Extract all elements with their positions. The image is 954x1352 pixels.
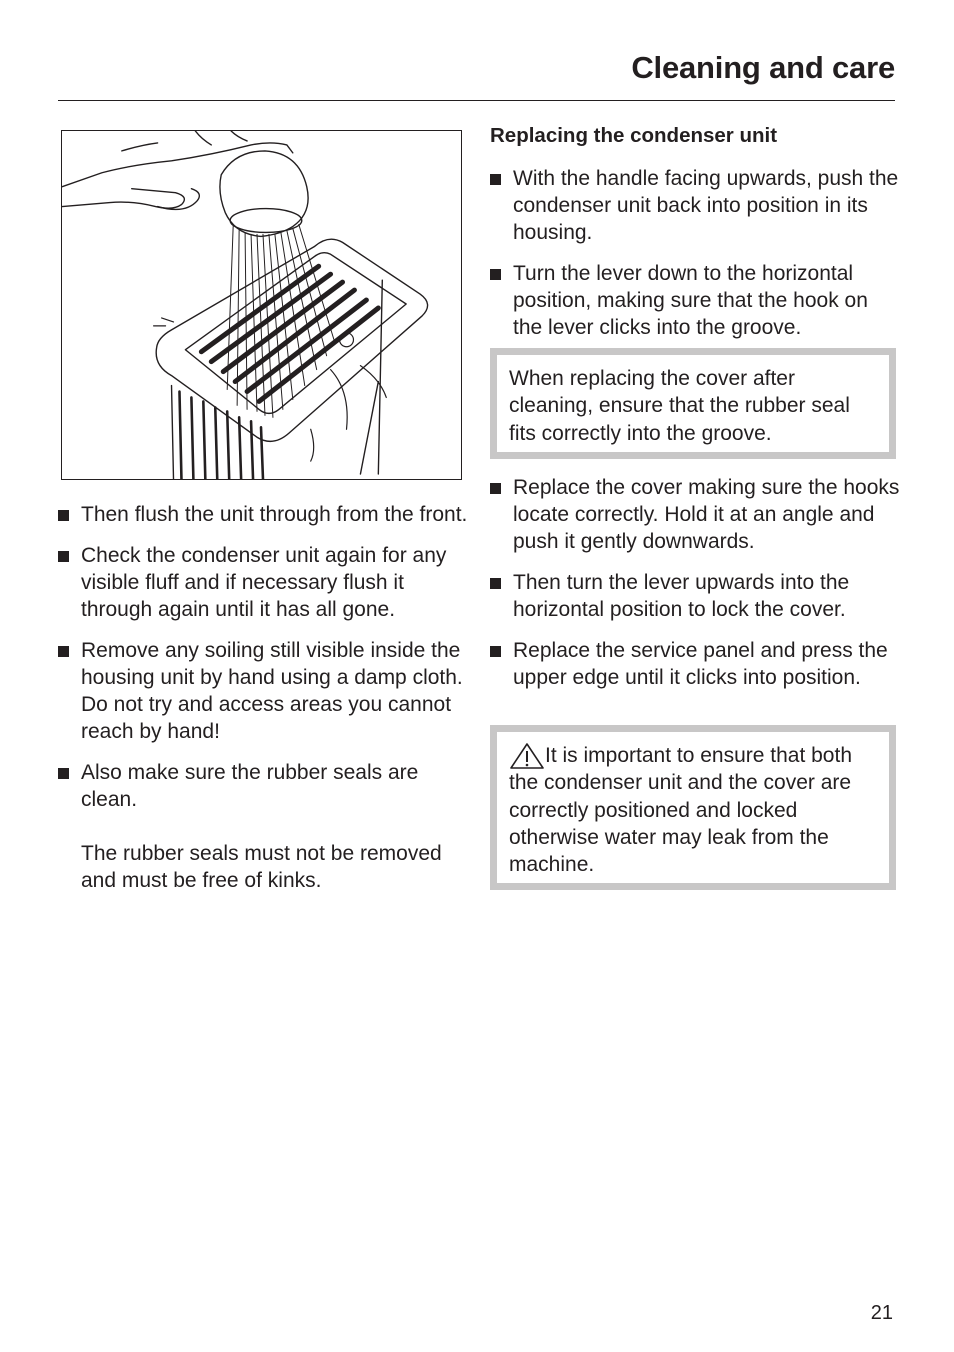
list-item: Replace the service panel and press the upper edge until it clicks into position. xyxy=(490,637,900,691)
list-item: Then turn the lever upwards into the horizontal position to lock the cover. xyxy=(490,569,900,623)
list-item: Then flush the unit through from the front. xyxy=(58,501,468,528)
bullet-square-icon xyxy=(58,768,69,779)
bullet-square-icon xyxy=(490,269,501,280)
bullet-square-icon xyxy=(490,646,501,657)
list-item: Remove any soiling still visible inside the housing unit by hand using a damp cloth. Do not try and access areas you cannot reach by hand! xyxy=(58,637,468,745)
list-item: Replace the cover making sure the hooks locate correctly. Hold it at an angle and push it gently downwards. xyxy=(490,474,900,555)
page-title: Cleaning and care xyxy=(631,50,895,85)
bullet-square-icon xyxy=(490,483,501,494)
bullet-square-icon xyxy=(490,174,501,185)
list-item: With the handle facing upwards, push the condenser unit back into position in its housing. xyxy=(490,165,900,246)
list-item: Check the condenser unit again for any visible fluff and if necessary flush it through again until it has all gone. xyxy=(58,542,468,623)
notice-text: When replacing the cover after cleaning, ensure that the rubber seal fits correctly into the groove. xyxy=(509,367,850,445)
info-notice-box xyxy=(490,348,896,459)
replacing-steps-list-1 xyxy=(490,165,900,355)
bullet-square-icon xyxy=(58,551,69,562)
list-item-note: The rubber seals must not be removed and must be free of kinks. xyxy=(81,842,442,892)
header-divider xyxy=(58,100,895,101)
notice-text: It is important to ensure that both the condenser unit and the cover are correctly positioned and locked otherwise water may leak from the machine. xyxy=(509,744,853,877)
list-item: Turn the lever down to the horizontal position, making sure that the hook on the lever clicks into the groove. xyxy=(490,260,900,341)
bullet-square-icon xyxy=(58,646,69,657)
list-item: Also make sure the rubber seals are clean. The rubber seals must not be removed and must be free of kinks. xyxy=(58,759,468,894)
condenser-flushing-illustration xyxy=(61,130,462,480)
bullet-square-icon xyxy=(490,578,501,589)
page-number: 21 xyxy=(870,1302,893,1324)
replacing-steps-list-2 xyxy=(490,474,900,705)
warning-notice-box xyxy=(490,725,896,890)
bullet-square-icon xyxy=(58,510,69,521)
warning-triangle-icon xyxy=(509,742,545,769)
left-instruction-list xyxy=(58,501,468,908)
section-heading: Replacing the condenser unit xyxy=(490,124,778,147)
